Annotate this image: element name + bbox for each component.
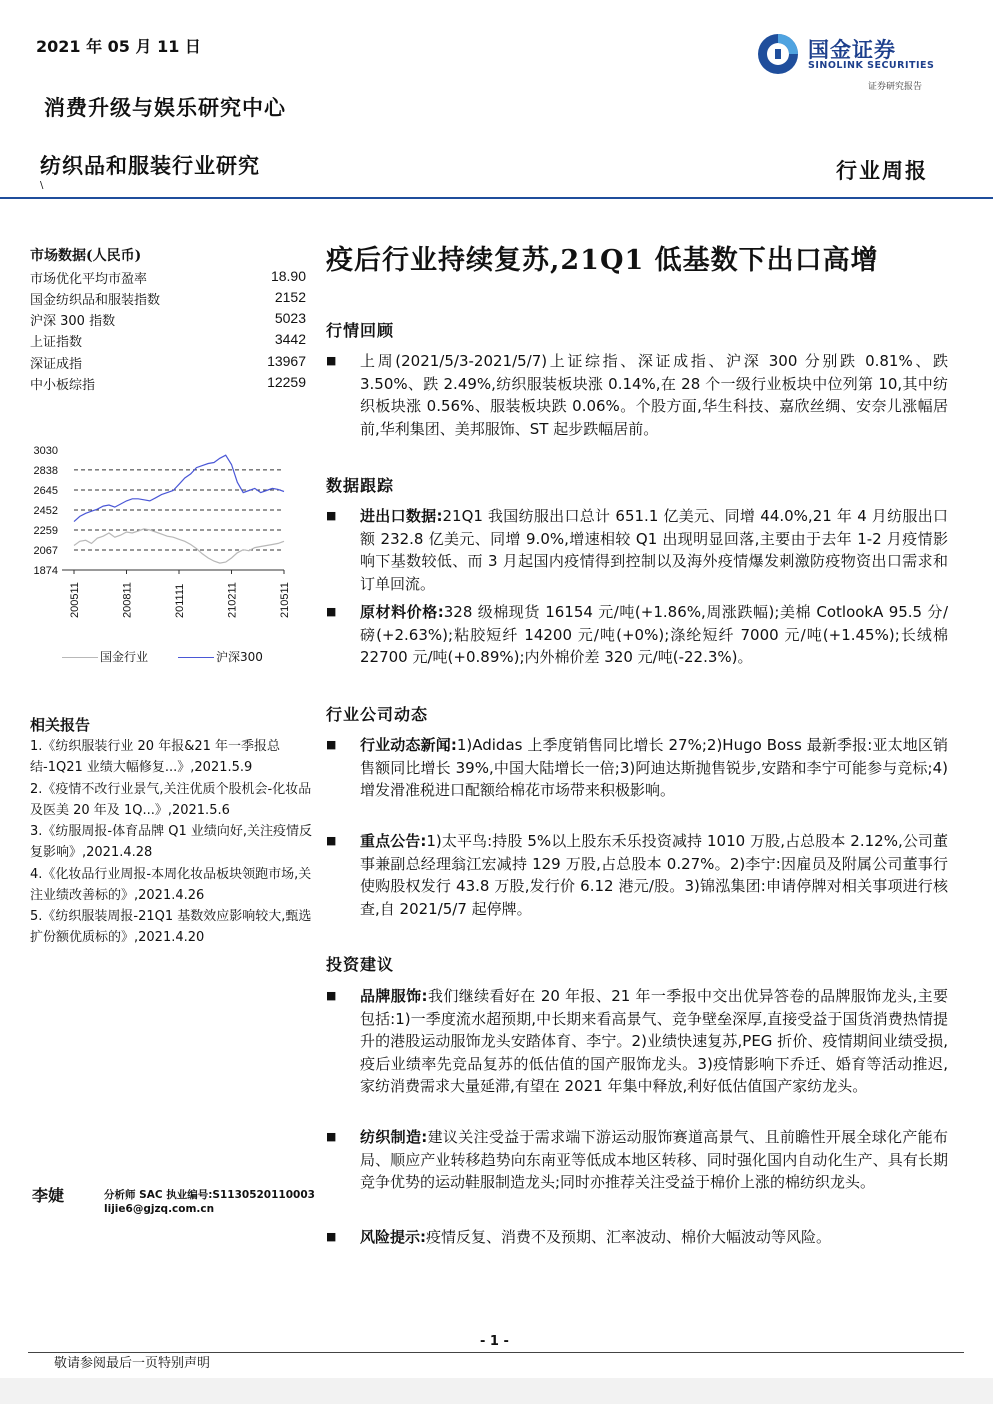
market-row [30,289,306,310]
market-row-label: 市场优化平均市盈率 [30,272,148,287]
paragraph-label: 进出口数据: [360,507,443,525]
author-email[interactable]: lijie6@gjzq.com.cn [104,1203,215,1215]
doc-type: 行业周报 [836,158,928,183]
paragraph-body: 1)太平鸟:持股 5%以上股东禾乐投资减持 1010 万股,占总股本 2.12%,公司董事兼副总经理翁江宏减持 129 万股,占总股本 0.27%。2)李宁:因雇员及附属公司董事行使购股权发行 43.8 万股,发行价 6.12 港元/股。3)锦泓集团:申请停牌对相关事项进行核查,自 2021/5/7 起停牌。 [360,832,949,918]
paragraph [326,734,948,824]
market-row-value: 13967 [267,353,306,369]
bullet-icon: ■ [326,354,337,367]
index-chart [26,440,316,640]
section-title: 行情回顾 [326,321,395,340]
paragraph-text: 上周(2021/5/3-2021/5/7)上证综指、深证成指、沪深 300 分别跌 0.81%、跌 3.50%、跌 2.49%,纺织服装板块涨 0.14%,在 28 个一级行业板块中位列第 10,其中纺织板块涨 0.56%、服装板块跌 0.06%。个股方面,华生科技、嘉欣丝绸、安奈儿涨幅居前,华利集团、美邦服饰、ST 起步跌幅居前。 [360,352,948,438]
paragraph-text [360,1226,948,1249]
paragraph-text [360,601,948,669]
y-tick-label: 3030 [33,445,58,457]
market-row-label: 上证指数 [30,335,83,350]
footer-note: 敬请参阅最后一页特别声明 [54,1356,211,1371]
bullet-icon: ■ [326,738,337,751]
bullet-icon: ■ [326,834,337,847]
paragraph-label: 纺织制造: [360,1128,428,1146]
header-divider [0,197,993,199]
paragraph-text [360,734,948,802]
paragraph-label: 重点公告: [360,832,427,850]
bullet-icon: ■ [326,1130,337,1143]
paragraph [326,1226,948,1250]
paragraph-label: 行业动态新闻: [360,736,457,754]
paragraph [326,985,948,1120]
market-row-value: 5023 [274,310,306,326]
report-date: 2021 年 05 月 11 日 [36,37,201,56]
x-tick-label: 201111 [174,583,186,618]
legend-item [62,648,148,665]
market-row [30,331,306,352]
related-report-item[interactable]: 4.《化妆品行业周报-本周化妆品板块领跑市场,关注业绩改善标的》,2021.4.26 [30,867,312,903]
paragraph-body: 328 级棉现货 16154 元/吨(+1.86%,周涨跌幅);美棉 CotlookA 95.5 分/磅(+2.63%);粘胶短纤 14200 元/吨(+0%);涤纶短纤 7000 元/吨(+1.45%);长绒棉 22700 元/吨(+0.89%);内外棉价差 320 元/吨(-22.3%)。 [360,603,949,666]
paragraph-body: 我们继续看好在 20 年报、21 年一季报中交出优异答卷的品牌服饰龙头,主要包括:1)一季度流水超预期,中长期来看高景气、竞争壁垒深厚,直接受益于国货消费热情提升的港股运动服饰龙头安踏体育、李宁。2)业绩快速复苏,PEG 折价、疫情期间业绩受损,疫后业绩率先竞品复苏的低估值的国产服饰龙头。3)疫情影响下乔迁、婚育等活动推迟,家纺消费需求大量延滞,有望在 2021 年集中释放,利好低估值国产家纺龙头。 [360,987,949,1095]
logo-en: SINOLINK SECURITIES [808,60,935,71]
market-row-label: 沪深 300 指数 [30,314,116,329]
related-reports-title: 相关报告 [30,716,91,734]
legend-item [178,648,263,665]
y-tick-label: 2645 [33,484,58,497]
bullet-icon: ■ [326,1230,337,1243]
paragraph-body: 疫情反复、消费不及预期、汇率波动、棉价大幅波动等风险。 [426,1228,832,1246]
market-row-value: 2152 [274,289,306,305]
industry-name: 纺织品和服装行业研究 [40,153,260,178]
logo-subtitle: 证券研究报告 [868,82,923,92]
legend-swatch [62,657,98,658]
related-report-item[interactable]: 1.《纺织服装行业 20 年报&21 年一季报总结-1Q21 业绩大幅修复...》,2021.5.9 [30,739,281,775]
paragraph-text [360,985,948,1098]
paragraph-text [360,1126,948,1194]
paragraph-label: 风险提示: [360,1228,426,1246]
series-line [74,455,284,521]
related-report-item[interactable]: 2.《疫情不改行业景气,关注优质个股机会-化妆品及医美 20 年及 1Q...》,2021.5.6 [30,782,312,818]
paragraph [326,505,948,595]
market-row [30,374,306,395]
paragraph [326,1126,948,1216]
report-title: 疫后行业持续复苏,21Q1 低基数下出口高增 [326,245,879,276]
research-center: 消费升级与娱乐研究中心 [44,95,286,120]
y-tick-label: 2259 [33,525,58,538]
author-name: 李婕 [32,1186,65,1205]
series-line [74,529,284,563]
stray-mark: \ [40,180,44,191]
y-tick-label: 1874 [33,565,58,577]
market-row [30,268,306,289]
logo-cn: 国金证券 [808,38,896,62]
paragraph [326,350,948,462]
related-report-item[interactable]: 3.《纺服周报-体育品牌 Q1 业绩向好,关注疫情反复影响》,2021.4.28 [30,824,312,860]
market-row-label: 深证成指 [30,357,83,372]
market-row-label: 中小板综指 [30,378,96,393]
legend-label: 国金行业 [100,650,149,664]
market-row-value: 3442 [274,331,306,347]
chart-legend [62,648,302,666]
bullet-icon: ■ [326,605,337,618]
related-report-item[interactable]: 5.《纺织服装周报-21Q1 基数效应影响较大,甄选扩份额优质标的》,2021.4.20 [30,909,312,945]
legend-swatch [178,657,214,658]
x-tick-label: 210511 [279,582,291,618]
y-tick-label: 2838 [33,464,58,477]
market-row-label: 国金纺织品和服装指数 [30,293,161,308]
paragraph [326,601,948,691]
paragraph-label: 品牌服饰: [360,987,428,1005]
market-row-value: 12259 [267,374,306,390]
x-tick-label: 200511 [69,582,81,618]
x-tick-label: 210211 [226,582,239,618]
x-tick-label: 200811 [121,582,134,618]
paragraph [326,830,948,942]
paragraph-body: 建议关注受益于需求端下游运动服饰赛道高景气、且前瞻性开展全球化产能布局、顺应产业转移趋势向东南亚等低成本地区转移、同时强化国内自动化生产、具有长期竞争优势的运动鞋服制造龙头;同时亦推荐关注受益于棉价上涨的棉纺织龙头。 [360,1128,948,1191]
paragraph-text [360,505,948,595]
section-title: 投资建议 [326,955,395,974]
section-title: 数据跟踪 [326,476,395,495]
paragraph-label: 原材料价格: [360,603,444,621]
market-row [30,310,306,331]
market-data-title: 市场数据(人民币) [30,248,142,264]
footer-band [0,1378,993,1404]
market-row [30,353,306,374]
paragraph-body: 1)Adidas 上季度销售同比增长 27%;2)Hugo Boss 最新季报:亚太地区销售额同比增长 39%,中国大陆增长一倍;3)阿迪达斯抛售锐步,安踏和李宁可能参与竞标;4)增发滑准税进口配额给棉花市场带来积极影响。 [360,736,948,799]
paragraph-text [360,830,948,920]
section-title: 行业公司动态 [326,705,429,724]
market-row-value: 18.90 [270,268,306,284]
bullet-icon: ■ [326,989,337,1002]
y-tick-label: 2452 [33,505,58,517]
legend-label: 沪深300 [216,650,263,664]
analyst-id: 分析师 SAC 执业编号:S1130520110003 [104,1189,315,1201]
y-tick-label: 2067 [33,544,58,557]
paragraph-body: 21Q1 我国纺服出口总计 651.1 亿美元、同增 44.0%,21 年 4 月纺服出口额 232.8 亿美元、同增 9.0%,增速相较 Q1 出现明显回落,主要由于去年 1-2 月疫情影响下基数较低、而 3 月起国内疫情得到控制以及海外疫情爆发刺激防疫物资出口需求和订单回流。 [360,507,948,593]
page-number: - 1 - [480,1334,509,1349]
bullet-icon: ■ [326,509,337,522]
